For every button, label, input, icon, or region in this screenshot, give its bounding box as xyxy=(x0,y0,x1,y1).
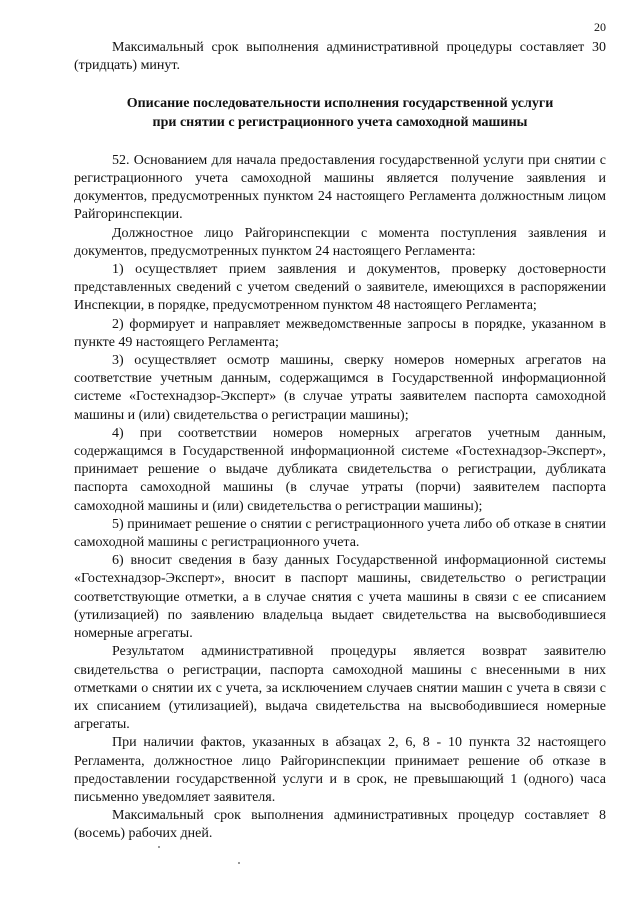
document-body xyxy=(74,39,606,844)
scan-speck xyxy=(158,846,160,848)
paragraph-result: Результатом административной процедуры является возврат заявителю свидетельства о регистрации, паспорта самоходной машины с внесенными в них отметками о снятии их с учета, за исключением случаев снятии машин с учета в связи с их списанием (утилизацией), выдача свидетельства на высвободившиеся номерные агрегаты. xyxy=(74,644,606,733)
paragraph-52: 52. Основанием для начала предоставления государственной услуги при снятии с регистрационного учета самоходной машины является получение заявления и документов, предусмотренных пунктом 24 настоящего Регламента должностным лицом Райгоринспекции. xyxy=(74,152,606,223)
section-heading-line-1: Описание последовательности исполнения государственной услуги xyxy=(126,96,554,112)
paragraph-refusal: При наличии фактов, указанных в абзацах 2, 6, 8 - 10 пункта 32 настоящего Регламента, должностное лицо Райгоринспекции принимает решение об отказе в предоставлении государственной услуги и в срок, не превышающий 1 (одного) часа письменно уведомляет заявителя. xyxy=(74,735,606,805)
page-number: 20 xyxy=(594,20,606,34)
section-heading xyxy=(74,95,606,131)
list-item-3: 3) осуществляет осмотр машины, сверку номеров номерных агрегатов на соответствие учетным данным, содержащимся в Государственной информационной системе «Гостехнадзор-Эксперт» (в случае утраты заявителем паспорта самоходной машины и (или) свидетельства о регистрации машины); xyxy=(74,353,606,423)
list-item-4: 4) при соответствии номеров номерных агрегатов учетным данным, содержащимся в Государственной информационной системе «Гостехнадзор-Эксперт», принимает решение о выдаче дубликата свидетельства о регистрации, дубликата паспорта самоходной машины (в случае утраты (порчи) заявителем паспорта самоходной машины и (или) свидетельства о регистрации машины); xyxy=(74,425,606,514)
paragraph-official-duties: Должностное лицо Райгоринспекции с момента поступления заявления и документов, предусмотренных пунктом 24 настоящего Регламента: xyxy=(74,225,606,259)
list-item-5: 5) принимает решение о снятии с регистрационного учета либо об отказе в снятии самоходной машины с регистрационного учета. xyxy=(74,516,606,551)
scan-speck xyxy=(238,862,240,864)
list-item-2: 2) формирует и направляет межведомственные запросы в порядке, указанном в пункте 49 настоящего Регламента; xyxy=(74,316,606,350)
paragraph-max-term-procedures: Максимальный срок выполнения административных процедур составляет 8 (восемь) рабочих дней. xyxy=(74,808,606,842)
section-heading-line-2: при снятии с регистрационного учета самоходной машины xyxy=(152,114,528,130)
list-item-1: 1) осуществляет прием заявления и документов, проверку достоверности представленных сведений с учетом сведений о заявителе, имеющихся в распоряжении Инспекции, в порядке, предусмотренном пунктом 48 настоящего Регламента; xyxy=(74,262,606,314)
paragraph-max-term-procedure: Максимальный срок выполнения административной процедуры составляет 30 (тридцать) минут. xyxy=(74,40,606,74)
list-item-6: 6) вносит сведения в базу данных Государственной информационной системы «Гостехнадзор-Эксперт», вносит в паспорт машины, свидетельство о регистрации соответствующие отметки, а в случае снятия с учета машины в связи с ее списанием (утилизацией) по заявлению владельца выдает свидетельства на высвободившиеся номерные агрегаты. xyxy=(74,553,606,642)
